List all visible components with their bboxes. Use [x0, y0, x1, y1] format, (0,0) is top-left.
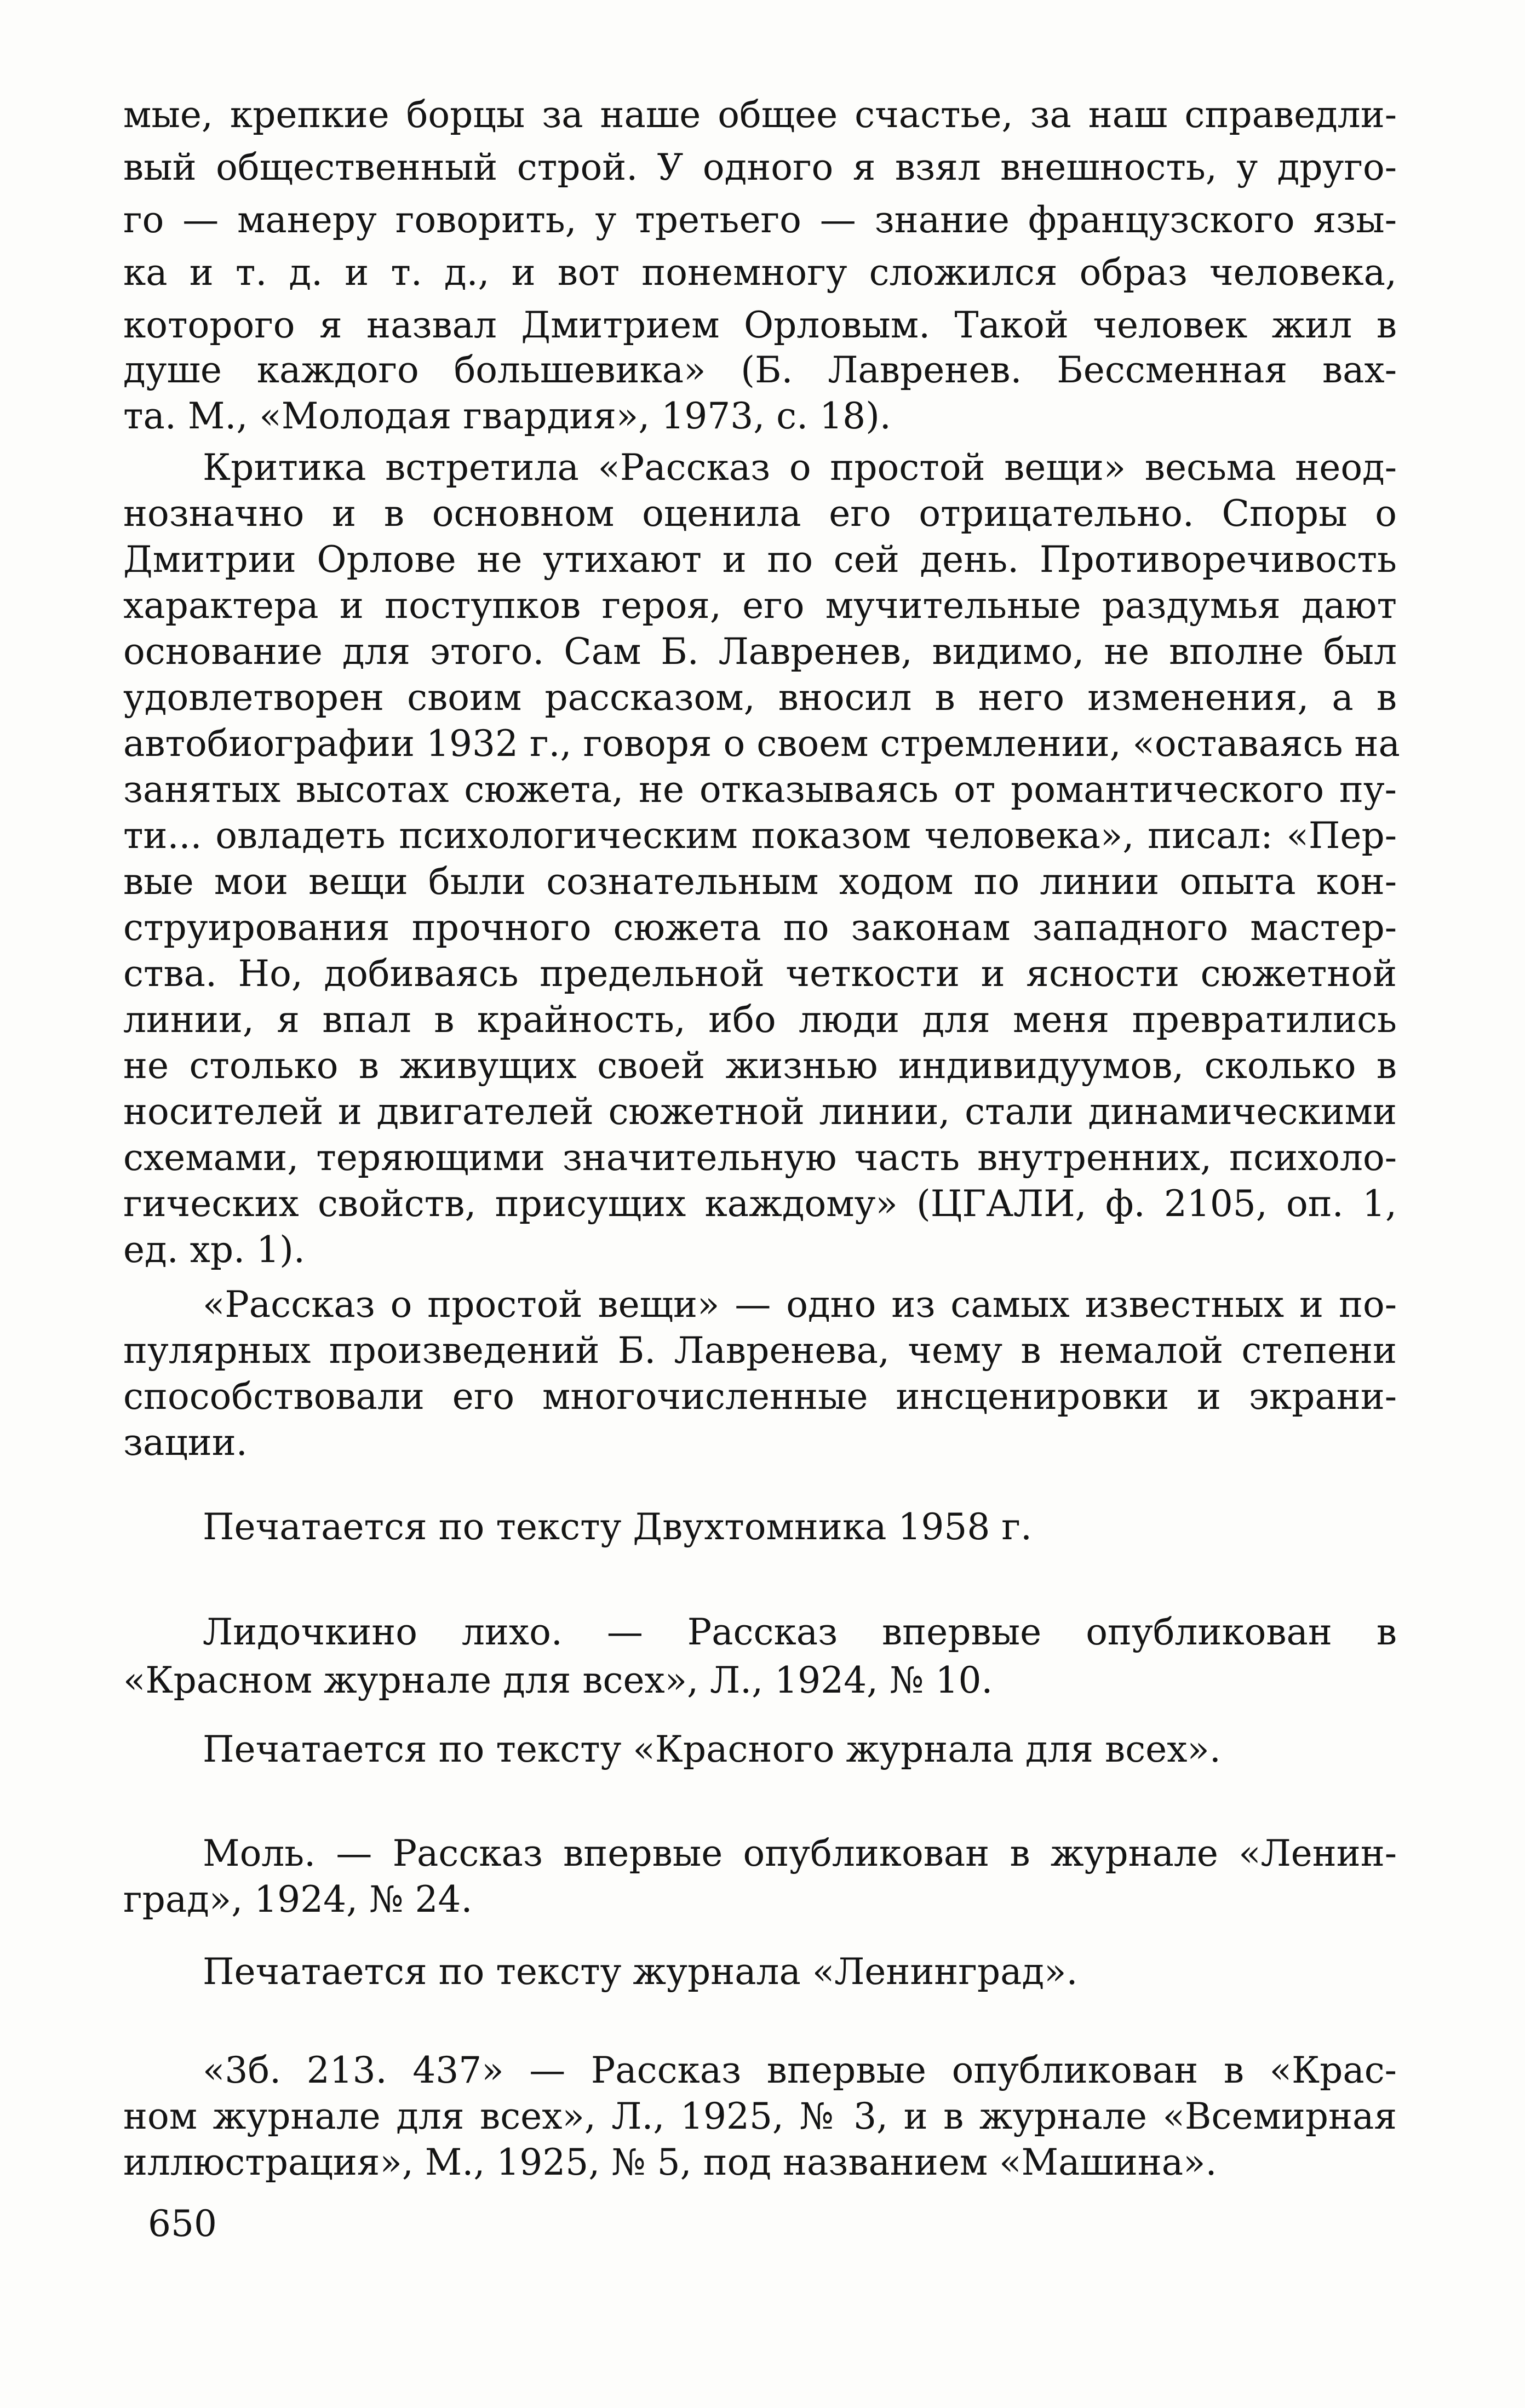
text-line: которого я назвал Дмитрием Орловым. Такой человек жил в — [123, 304, 1397, 346]
text-line: нозначно и в основном оценила его отрицательно. Споры о — [123, 492, 1397, 535]
text-line: характера и поступков героя, его мучительные раздумья дают — [123, 584, 1397, 627]
text-line: Моль. — Рассказ впервые опубликован в журнале «Ленин- — [203, 1832, 1397, 1874]
text-line: линии, я впал в крайность, ибо люди для меня превратились — [123, 999, 1397, 1041]
text-line: удовлетворен своим рассказом, вносил в него изменения, а в — [123, 676, 1397, 719]
text-line: го — манеру говорить, у третьего — знание французского язы- — [123, 199, 1397, 241]
text-line: основание для этого. Сам Б. Лавренев, видимо, не вполне был — [123, 630, 1397, 673]
text-line: не столько в живущих своей жизнью индивидуумов, сколько в — [123, 1045, 1397, 1087]
text-line: ном журнале для всех», Л., 1925, № 3, и в журнале «Всемирная — [123, 2095, 1397, 2137]
text-line: способствовали его многочисленные инсценировки и экрани- — [123, 1375, 1397, 1418]
text-line: «Рассказ о простой вещи» — одно из самых известных и по- — [203, 1283, 1397, 1326]
text-line: Печатается по тексту Двухтомника 1958 г. — [203, 1506, 1032, 1548]
text-line: ед. хр. 1). — [123, 1229, 305, 1271]
text-line: Критика встретила «Рассказ о простой вещи» весьма неод- — [203, 446, 1397, 489]
text-line: носителей и двигателей сюжетной линии, стали динамическими — [123, 1091, 1397, 1133]
text-line: пулярных произведений Б. Лавренева, чему в немалой степени — [123, 1329, 1397, 1372]
text-line: град», 1924, № 24. — [123, 1878, 473, 1920]
text-line: «Красном журнале для всех», Л., 1924, № 10. — [123, 1659, 993, 1701]
text-line: гических свойств, присущих каждому» (ЦГАЛИ, ф. 2105, оп. 1, — [123, 1183, 1397, 1225]
text-line: «3б. 213. 437» — Рассказ впервые опубликован в «Крас- — [203, 2049, 1397, 2091]
text-line: мые, крепкие борцы за наше общее счастье, за наш справедли- — [123, 94, 1397, 136]
text-line: Печатается по тексту «Красного журнала для всех». — [203, 1728, 1221, 1770]
text-line: зации. — [123, 1421, 248, 1464]
text-line: струирования прочного сюжета по законам западного мастер- — [123, 907, 1397, 949]
text-line: Лидочкино лихо. — Рассказ впервые опубликован в — [203, 1611, 1397, 1653]
text-line: ка и т. д. и т. д., и вот понемногу сложился образ человека, — [123, 251, 1397, 294]
text-line: Дмитрии Орлове не утихают и по сей день. Противоречивость — [123, 538, 1397, 581]
text-line: иллюстрация», М., 1925, № 5, под названием «Машина». — [123, 2141, 1217, 2183]
page-number: 650 — [148, 2203, 217, 2245]
text-line: вые мои вещи были сознательным ходом по линии опыта кон- — [123, 861, 1397, 903]
text-line: та. М., «Молодая гвардия», 1973, с. 18). — [123, 395, 891, 437]
text-line: ти... овладеть психологическим показом человека», писал: «Пер- — [123, 815, 1397, 857]
text-line: душе каждого большевика» (Б. Лавренев. Бессменная вах- — [123, 349, 1397, 391]
text-line: ства. Но, добиваясь предельной четкости и ясности сюжетной — [123, 953, 1397, 995]
text-line: Печатается по тексту журнала «Ленинград». — [203, 1951, 1078, 1993]
text-line: автобиографии 1932 г., говоря о своем стремлении, «оставаясь на — [123, 723, 1400, 765]
text-line: схемами, теряющими значительную часть внутренних, психоло- — [123, 1137, 1397, 1179]
text-line: занятых высотах сюжета, не отказываясь от романтического пу- — [123, 769, 1397, 811]
text-line: вый общественный строй. У одного я взял внешность, у друго- — [123, 146, 1397, 188]
